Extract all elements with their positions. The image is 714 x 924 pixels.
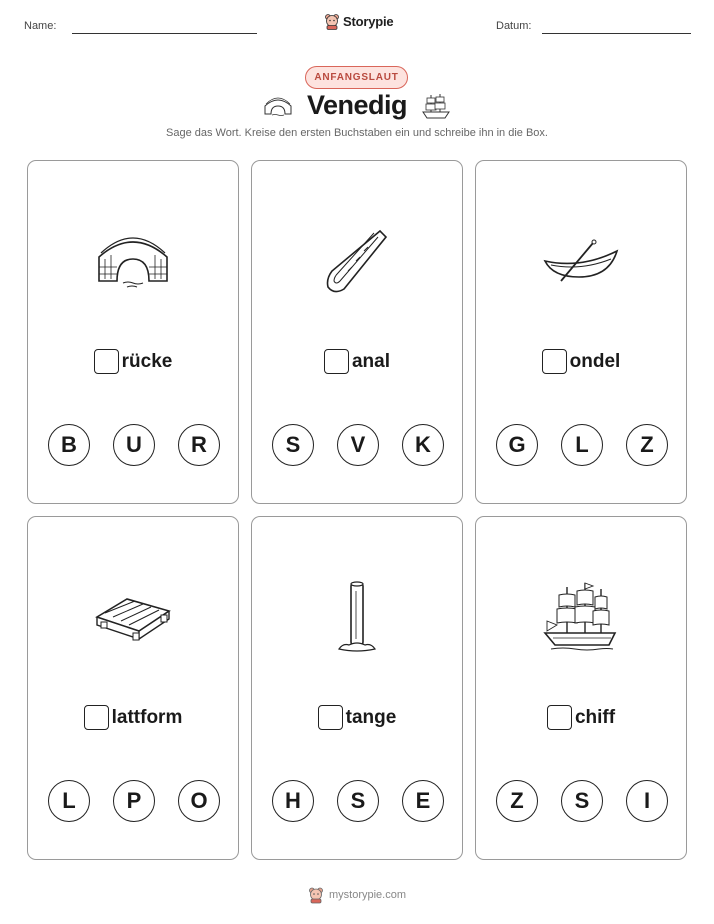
letter-choice[interactable]: Z — [496, 780, 538, 822]
pole-icon — [335, 579, 379, 655]
letter-choice[interactable]: H — [272, 780, 314, 822]
letter-choice[interactable]: U — [113, 424, 155, 466]
answer-box[interactable] — [318, 705, 343, 730]
footer-url[interactable]: mystorypie.com — [328, 889, 407, 901]
word-stem: ondel — [569, 350, 621, 372]
letter-choice[interactable]: S — [561, 780, 603, 822]
answer-box[interactable] — [547, 705, 572, 730]
answer-box[interactable] — [542, 349, 567, 374]
letter-choices — [272, 780, 444, 822]
letter-choices — [48, 424, 220, 466]
letter-choices — [496, 780, 668, 822]
word-stem: rücke — [121, 350, 173, 372]
bridge-icon — [95, 233, 171, 289]
footer — [0, 886, 714, 904]
name-label: Name: — [24, 20, 57, 32]
letter-choice[interactable]: I — [626, 780, 668, 822]
gondola-icon — [543, 239, 619, 285]
canal-icon — [322, 227, 392, 297]
letter-choices — [272, 424, 444, 466]
letter-choice[interactable]: Z — [626, 424, 668, 466]
brand-name: Storypie — [343, 14, 394, 29]
exercise-card — [475, 160, 687, 504]
letter-choice[interactable]: P — [113, 780, 155, 822]
bear-mascot-icon — [308, 886, 324, 904]
exercise-card — [251, 516, 463, 860]
word-stem: chiff — [574, 706, 616, 728]
letter-choice[interactable]: V — [337, 424, 379, 466]
exercise-card — [251, 160, 463, 504]
letter-choice[interactable]: B — [48, 424, 90, 466]
worksheet-title: Venedig — [306, 90, 408, 120]
title-row — [0, 90, 714, 121]
letter-choice[interactable]: K — [402, 424, 444, 466]
exercise-card — [475, 516, 687, 860]
letter-choice[interactable]: E — [402, 780, 444, 822]
exercise-card — [27, 516, 239, 860]
letter-choice[interactable]: S — [337, 780, 379, 822]
letter-choice[interactable]: R — [178, 424, 220, 466]
word-stem: tange — [345, 706, 397, 728]
letter-choice[interactable]: G — [496, 424, 538, 466]
date-line[interactable] — [542, 33, 691, 34]
word-stem: lattform — [111, 706, 183, 728]
ship-small-icon — [421, 92, 451, 120]
letter-choice[interactable]: O — [178, 780, 220, 822]
letter-choices — [48, 780, 220, 822]
category-badge: ANFANGSLAUT — [305, 66, 408, 89]
letter-choices — [496, 424, 668, 466]
storypie-logo — [324, 13, 393, 30]
answer-box[interactable] — [324, 349, 349, 374]
name-line[interactable] — [72, 33, 257, 34]
answer-box[interactable] — [84, 705, 109, 730]
letter-choice[interactable]: L — [561, 424, 603, 466]
ship-icon — [543, 581, 619, 653]
letter-choice[interactable]: L — [48, 780, 90, 822]
letter-choice[interactable]: S — [272, 424, 314, 466]
word-stem: anal — [351, 350, 391, 372]
instruction-text: Sage das Wort. Kreise den ersten Buchstaben ein und schreibe ihn in die Box. — [166, 127, 548, 139]
date-label: Datum: — [496, 20, 532, 32]
platform-icon — [95, 593, 171, 643]
exercise-card — [27, 160, 239, 504]
bridge-small-icon — [263, 95, 293, 117]
answer-box[interactable] — [94, 349, 119, 374]
bear-mascot-icon — [324, 13, 340, 30]
